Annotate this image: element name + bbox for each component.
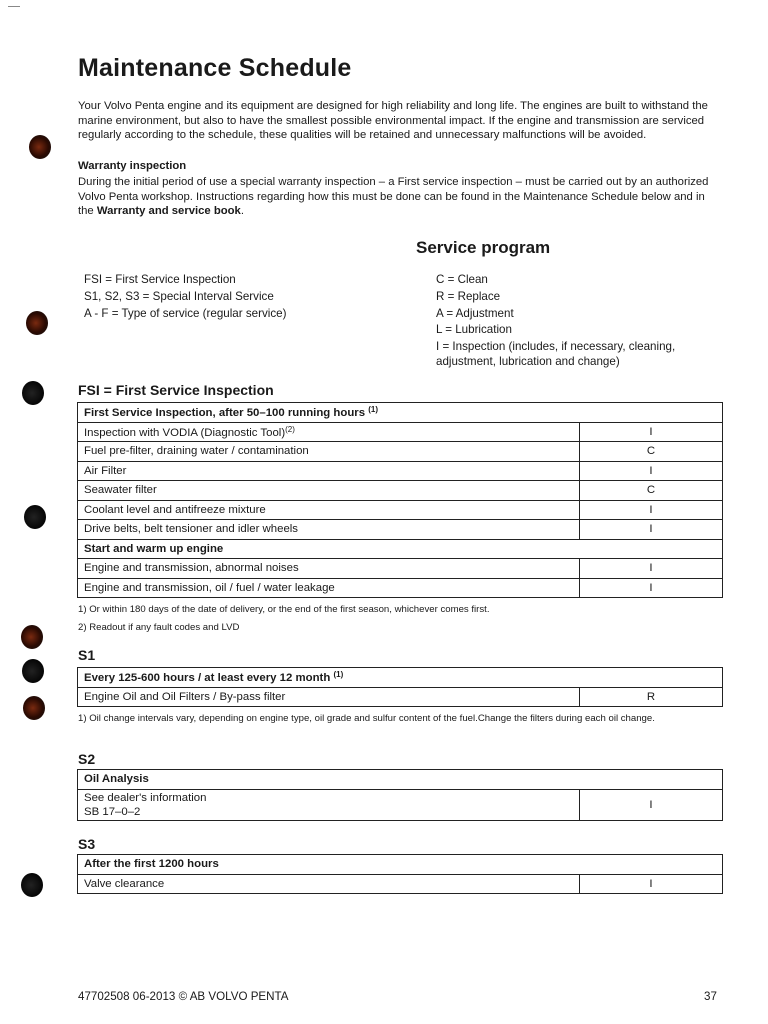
legend-left [84, 272, 286, 322]
warranty-paragraph [78, 175, 720, 219]
fsi-table [77, 402, 723, 598]
table-header-row [78, 855, 723, 875]
table-header-row [78, 770, 723, 790]
warranty-text: During the initial period of use a special warranty inspection – a First service inspection – must be carried out by an authorized Volvo Penta workshop. Instructions regarding how this must be done can be found in the Maintenance Schedule below and in the [78, 176, 709, 218]
code-cell: I [580, 578, 723, 598]
code-cell: I [580, 422, 723, 442]
table-row [78, 687, 723, 707]
legend-item: L = Lubrication [436, 323, 512, 337]
task-cell [78, 789, 580, 820]
table-header [78, 403, 723, 423]
legend-item: R = Replace [436, 289, 501, 303]
code-cell: I [580, 874, 723, 894]
legend-item: A - F = Type of service (regular service) [84, 306, 287, 320]
table-row [78, 559, 723, 579]
table-row [78, 874, 723, 894]
task-text: See dealer's information [84, 791, 207, 804]
fsi-title: FSI = First Service Inspection [78, 382, 274, 398]
binder-hole [22, 381, 44, 405]
warranty-heading: Warranty inspection [78, 160, 187, 172]
s1-table [77, 667, 723, 707]
legend-item: S1, S2, S3 = Special Interval Service [84, 289, 274, 303]
task-cell: Fuel pre-filter, draining water / contamination [78, 442, 580, 462]
code-cell: I [580, 520, 723, 540]
intro-paragraph: Your Volvo Penta engine and its equipment are designed for high reliability and long life. The engines are built to withstand the marine environment, but also to have the smallest possible environmental impact. If the engine and transmission are serviced regularly according to the schedule, these qualities will be retained and unnecessary malfunctions will be avoided. [78, 100, 708, 142]
binder-hole [23, 696, 45, 720]
task-cell [78, 422, 580, 442]
task-cell: Coolant level and antifreeze mixture [78, 500, 580, 520]
footnote-ref: (1) [368, 405, 379, 415]
legend-item: FSI = First Service Inspection [84, 273, 236, 286]
s3-table [77, 854, 723, 894]
binder-hole [22, 659, 44, 683]
binder-hole [26, 311, 48, 335]
code-cell: C [580, 481, 723, 501]
document-id: 47702508 06-2013 © AB VOLVO PENTA [78, 990, 289, 1003]
footnote: 2) Readout if any fault codes and LVD [78, 622, 240, 633]
code-cell: I [580, 559, 723, 579]
table-subheader-row [78, 539, 723, 559]
table-row [78, 422, 723, 442]
code-cell: C [580, 442, 723, 462]
s2-table [77, 769, 723, 821]
footnote: 1) Or within 180 days of the date of delivery, or the end of the first season, whichever comes first. [78, 604, 490, 615]
legend-right [436, 272, 726, 369]
task-cell: Engine Oil and Oil Filters / By-pass filter [78, 687, 580, 707]
code-cell: R [580, 687, 723, 707]
footnote-ref: (2) [285, 424, 295, 434]
table-header [78, 668, 723, 688]
warranty-end: . [240, 205, 244, 218]
table-header: After the first 1200 hours [78, 855, 723, 875]
code-cell: I [580, 461, 723, 481]
service-program-title: Service program [416, 238, 551, 257]
code-cell: I [580, 500, 723, 520]
table-row [78, 520, 723, 540]
legend-item: I = Inspection (includes, if necessary, cleaning, adjustment, lubrication and change) [436, 340, 676, 369]
task-cell: Seawater filter [78, 481, 580, 501]
table-row [78, 442, 723, 462]
binder-hole [29, 135, 51, 159]
table-subheader: Start and warm up engine [78, 539, 723, 559]
table-row [78, 461, 723, 481]
page-number: 37 [704, 990, 717, 1003]
task-cell: Engine and transmission, oil / fuel / water leakage [78, 578, 580, 598]
s3-title: S3 [78, 836, 96, 852]
header-text: First Service Inspection, after 50–100 running hours [84, 407, 366, 420]
footnote-ref: (1) [333, 670, 344, 680]
table-row [78, 578, 723, 598]
table-header: Oil Analysis [78, 770, 723, 790]
table-row [78, 481, 723, 501]
binder-hole [21, 625, 43, 649]
legend-item: A = Adjustment [436, 306, 514, 320]
header-text: Every 125-600 hours / at least every 12 month [84, 672, 331, 685]
binder-hole [21, 873, 43, 897]
s1-title: S1 [78, 647, 96, 663]
task-cell: Drive belts, belt tensioner and idler wheels [78, 520, 580, 540]
binder-hole [24, 505, 46, 529]
footnote: 1) Oil change intervals vary, depending on engine type, oil grade and sulfur content of the fuel.Change the filters during each oil change. [78, 713, 655, 724]
table-row [78, 789, 723, 820]
task-cell: Engine and transmission, abnormal noises [78, 559, 580, 579]
code-cell: I [580, 789, 723, 820]
task-text: Inspection with VODIA (Diagnostic Tool) [84, 426, 286, 439]
table-row [78, 500, 723, 520]
task-cell: Valve clearance [78, 874, 580, 894]
s2-title: S2 [78, 751, 96, 767]
task-text: SB 17–0–2 [84, 805, 141, 818]
table-header-row [78, 668, 723, 688]
legend-item: C = Clean [436, 273, 488, 286]
scan-mark [8, 6, 20, 7]
table-header-row [78, 403, 723, 423]
page-title: Maintenance Schedule [78, 54, 352, 82]
warranty-book: Warranty and service book [96, 205, 241, 218]
task-cell: Air Filter [78, 461, 580, 481]
